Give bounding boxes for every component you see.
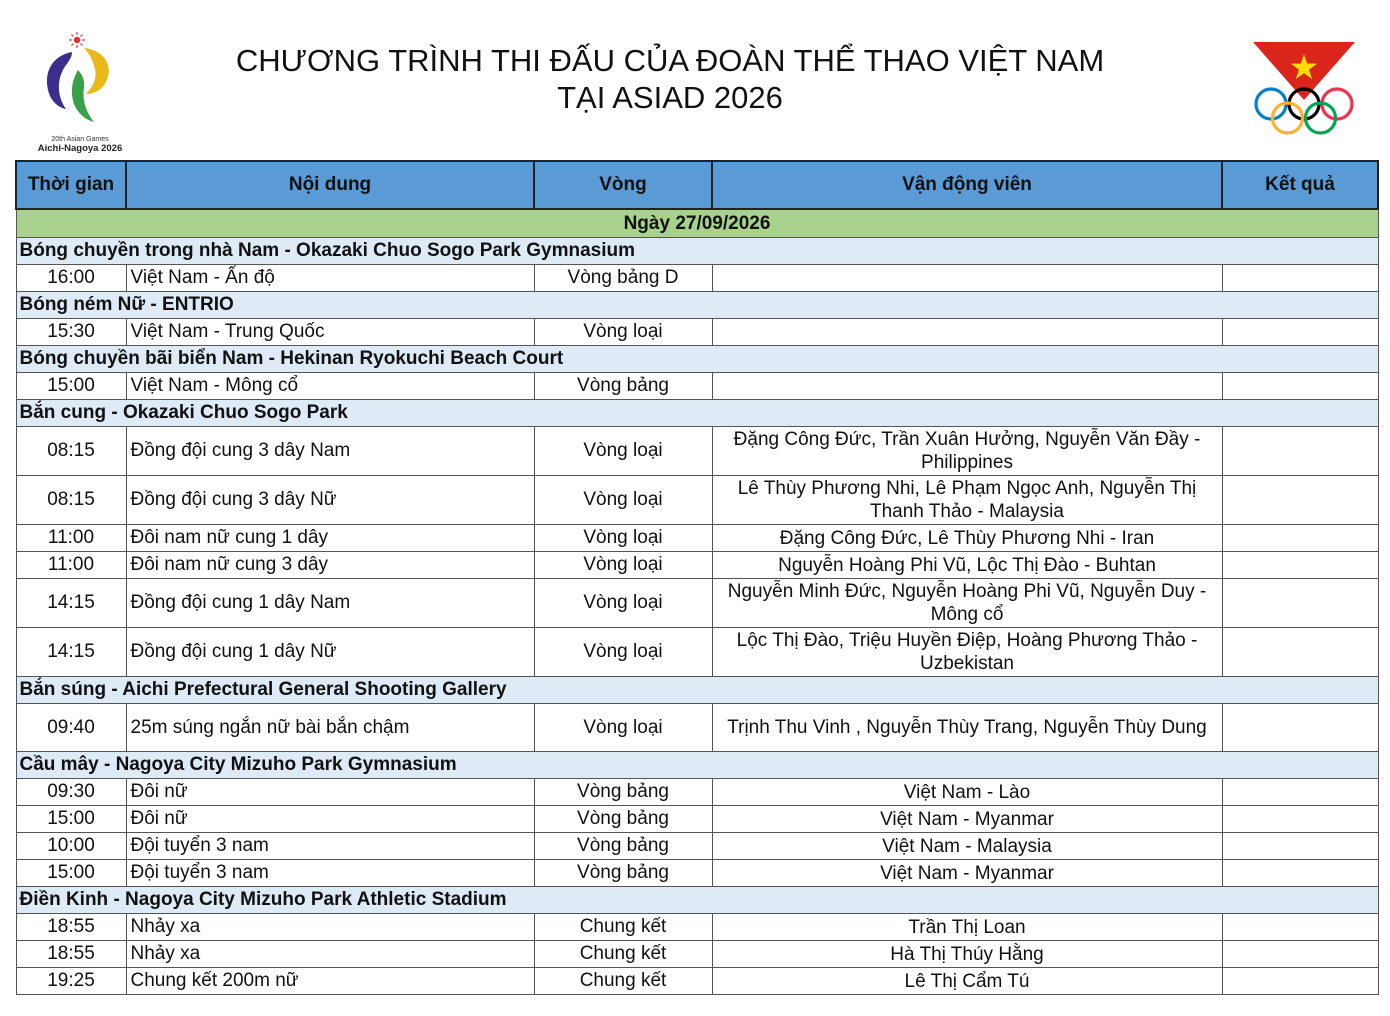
table-row [16,833,1378,860]
table-row [16,373,1378,400]
time-cell: 14:15 [16,628,126,677]
result-cell [1222,319,1378,346]
round-cell: Vòng bảng [534,373,712,400]
athletes-cell: Lê Thị Cẩm Tú [712,968,1222,995]
table-row [16,704,1378,752]
event-cell: Việt Nam - Mông cổ [126,373,534,400]
page-title-line1: CHƯƠNG TRÌNH THI ĐẤU CỦA ĐOÀN THỂ THAO VIỆT NAM [235,43,1105,78]
column-header-round: Vòng [534,161,712,209]
event-cell: Đôi nam nữ cung 1 dây [126,525,534,552]
time-cell: 09:30 [16,779,126,806]
page-header [0,0,1390,160]
result-cell [1222,427,1378,476]
section-title: Bắn súng - Aichi Prefectural General Shooting Gallery [16,677,1378,704]
event-cell: Đôi nam nữ cung 3 dây [126,552,534,579]
round-cell: Vòng loại [534,704,712,752]
result-cell [1222,579,1378,628]
result-cell [1222,914,1378,941]
page-title-line2: TẠI ASIAD 2026 [557,80,783,115]
athletes-cell: Việt Nam - Lào [712,779,1222,806]
table-row [16,476,1378,525]
athletes-line: Đặng Công Đức, Trần Xuân Hưởng, Nguyễn Văn Đầy - [733,429,1201,450]
table-row [16,968,1378,995]
athletes-cell: Nguyễn Hoàng Phi Vũ, Lộc Thị Đào - Buhtan [712,552,1222,579]
time-cell: 15:00 [16,860,126,887]
result-cell [1222,833,1378,860]
table-row [16,860,1378,887]
section-header-row [16,238,1378,265]
round-cell: Vòng loại [534,525,712,552]
time-cell: 15:00 [16,373,126,400]
athletes-line: Thanh Thảo - Malaysia [870,501,1064,522]
table-row [16,806,1378,833]
time-cell: 11:00 [16,525,126,552]
time-cell: 10:00 [16,833,126,860]
table-row [16,579,1378,628]
athletes-line: Mông cổ [930,604,1004,625]
result-cell [1222,968,1378,995]
event-cell: Đôi nữ [126,806,534,833]
section-title: Cầu mây - Nagoya City Mizuho Park Gymnasium [16,752,1378,779]
section-header-row [16,752,1378,779]
time-cell: 08:15 [16,476,126,525]
event-cell: Đôi nữ [126,779,534,806]
section-title: Bóng chuyền bãi biển Nam - Hekinan Ryokuchi Beach Court [16,346,1378,373]
logo-caption-small: 20th Asian Games [51,136,109,143]
time-cell: 11:00 [16,552,126,579]
section-title: Điền Kinh - Nagoya City Mizuho Park Athletic Stadium [16,887,1378,914]
round-cell: Vòng bảng [534,833,712,860]
result-cell [1222,806,1378,833]
round-cell: Vòng bảng [534,860,712,887]
athletes-cell: Đặng Công Đức, Lê Thùy Phương Nhi - Iran [712,525,1222,552]
section-header-row [16,346,1378,373]
time-cell: 08:15 [16,427,126,476]
date-row [16,209,1378,238]
column-header-time: Thời gian [16,161,126,209]
result-cell [1222,265,1378,292]
result-cell [1222,373,1378,400]
athletes-cell: Việt Nam - Myanmar [712,806,1222,833]
athletes-cell: Trần Thị Loan [712,914,1222,941]
round-cell: Chung kết [534,914,712,941]
event-cell: 25m súng ngắn nữ bài bắn chậm [126,704,534,752]
round-cell: Chung kết [534,941,712,968]
athletes-cell: Trịnh Thu Vinh , Nguyễn Thùy Trang, Nguyễn Thùy Dung [712,704,1222,752]
vietnam-olympic-committee-logo-icon [1249,40,1359,140]
table-row [16,628,1378,677]
round-cell: Vòng loại [534,579,712,628]
result-cell [1222,779,1378,806]
athletes-cell [712,579,1222,628]
round-cell: Vòng bảng [534,806,712,833]
table-row [16,265,1378,292]
table-row [16,319,1378,346]
event-cell: Đồng đội cung 3 dây Nam [126,427,534,476]
section-title: Bóng chuyền trong nhà Nam - Okazaki Chuo Sogo Park Gymnasium [16,238,1378,265]
athletes-cell [712,373,1222,400]
time-cell: 18:55 [16,914,126,941]
athletes-cell: Hà Thị Thúy Hằng [712,941,1222,968]
logo-caption-main: Aichi-Nagoya 2026 [37,143,123,154]
round-cell: Vòng loại [534,552,712,579]
result-cell [1222,941,1378,968]
column-header-result: Kết quả [1222,161,1378,209]
athletes-line: Philippines [921,452,1013,473]
table-header-row [16,161,1378,209]
result-cell [1222,628,1378,677]
schedule-table [15,160,1379,995]
section-header-row [16,677,1378,704]
result-cell [1222,476,1378,525]
table-row [16,552,1378,579]
table-row [16,427,1378,476]
round-cell: Vòng loại [534,427,712,476]
event-cell: Nhảy xa [126,941,534,968]
round-cell: Vòng loại [534,628,712,677]
table-row [16,779,1378,806]
athletes-cell [712,427,1222,476]
time-cell: 15:30 [16,319,126,346]
event-cell: Việt Nam - Trung Quốc [126,319,534,346]
athletes-cell [712,628,1222,677]
section-title: Bắn cung - Okazaki Chuo Sogo Park [16,400,1378,427]
round-cell: Vòng loại [534,319,712,346]
section-header-row [16,887,1378,914]
event-cell: Đội tuyển 3 nam [126,833,534,860]
section-header-row [16,400,1378,427]
athletes-cell: Việt Nam - Myanmar [712,860,1222,887]
athletes-line: Nguyễn Minh Đức, Nguyễn Hoàng Phi Vũ, Nguyễn Duy - [727,581,1207,602]
athletes-line: Uzbekistan [920,653,1014,674]
athletes-cell: Việt Nam - Malaysia [712,833,1222,860]
athletes-cell [712,476,1222,525]
time-cell: 16:00 [16,265,126,292]
result-cell [1222,704,1378,752]
asian-games-logo-icon [28,30,132,154]
event-cell: Chung kết 200m nữ [126,968,534,995]
section-header-row [16,292,1378,319]
table-row [16,941,1378,968]
section-title: Bóng ném Nữ - ENTRIO [16,292,1378,319]
result-cell [1222,525,1378,552]
event-cell: Đồng đội cung 3 dây Nữ [126,476,534,525]
event-cell: Đồng đội cung 1 dây Nữ [126,628,534,677]
athletes-line: Lê Thùy Phương Nhi, Lê Phạm Ngọc Anh, Nguyễn Thị [737,478,1197,499]
round-cell: Vòng bảng D [534,265,712,292]
table-row [16,914,1378,941]
athletes-cell [712,319,1222,346]
athletes-cell [712,265,1222,292]
event-cell: Nhảy xa [126,914,534,941]
time-cell: 19:25 [16,968,126,995]
event-cell: Đội tuyển 3 nam [126,860,534,887]
round-cell: Vòng loại [534,476,712,525]
page-title [180,42,1160,116]
time-cell: 15:00 [16,806,126,833]
time-cell: 14:15 [16,579,126,628]
column-header-event: Nội dung [126,161,534,209]
table-row [16,525,1378,552]
time-cell: 09:40 [16,704,126,752]
result-cell [1222,860,1378,887]
time-cell: 18:55 [16,941,126,968]
date-label: Ngày 27/09/2026 [16,209,1378,238]
event-cell: Việt Nam - Ấn độ [126,265,534,292]
column-header-athletes: Vận động viên [712,161,1222,209]
round-cell: Chung kết [534,968,712,995]
result-cell [1222,552,1378,579]
round-cell: Vòng bảng [534,779,712,806]
event-cell: Đồng đội cung 1 dây Nam [126,579,534,628]
athletes-line: Lộc Thị Đào, Triệu Huyền Điệp, Hoàng Phương Thảo - [736,630,1198,651]
